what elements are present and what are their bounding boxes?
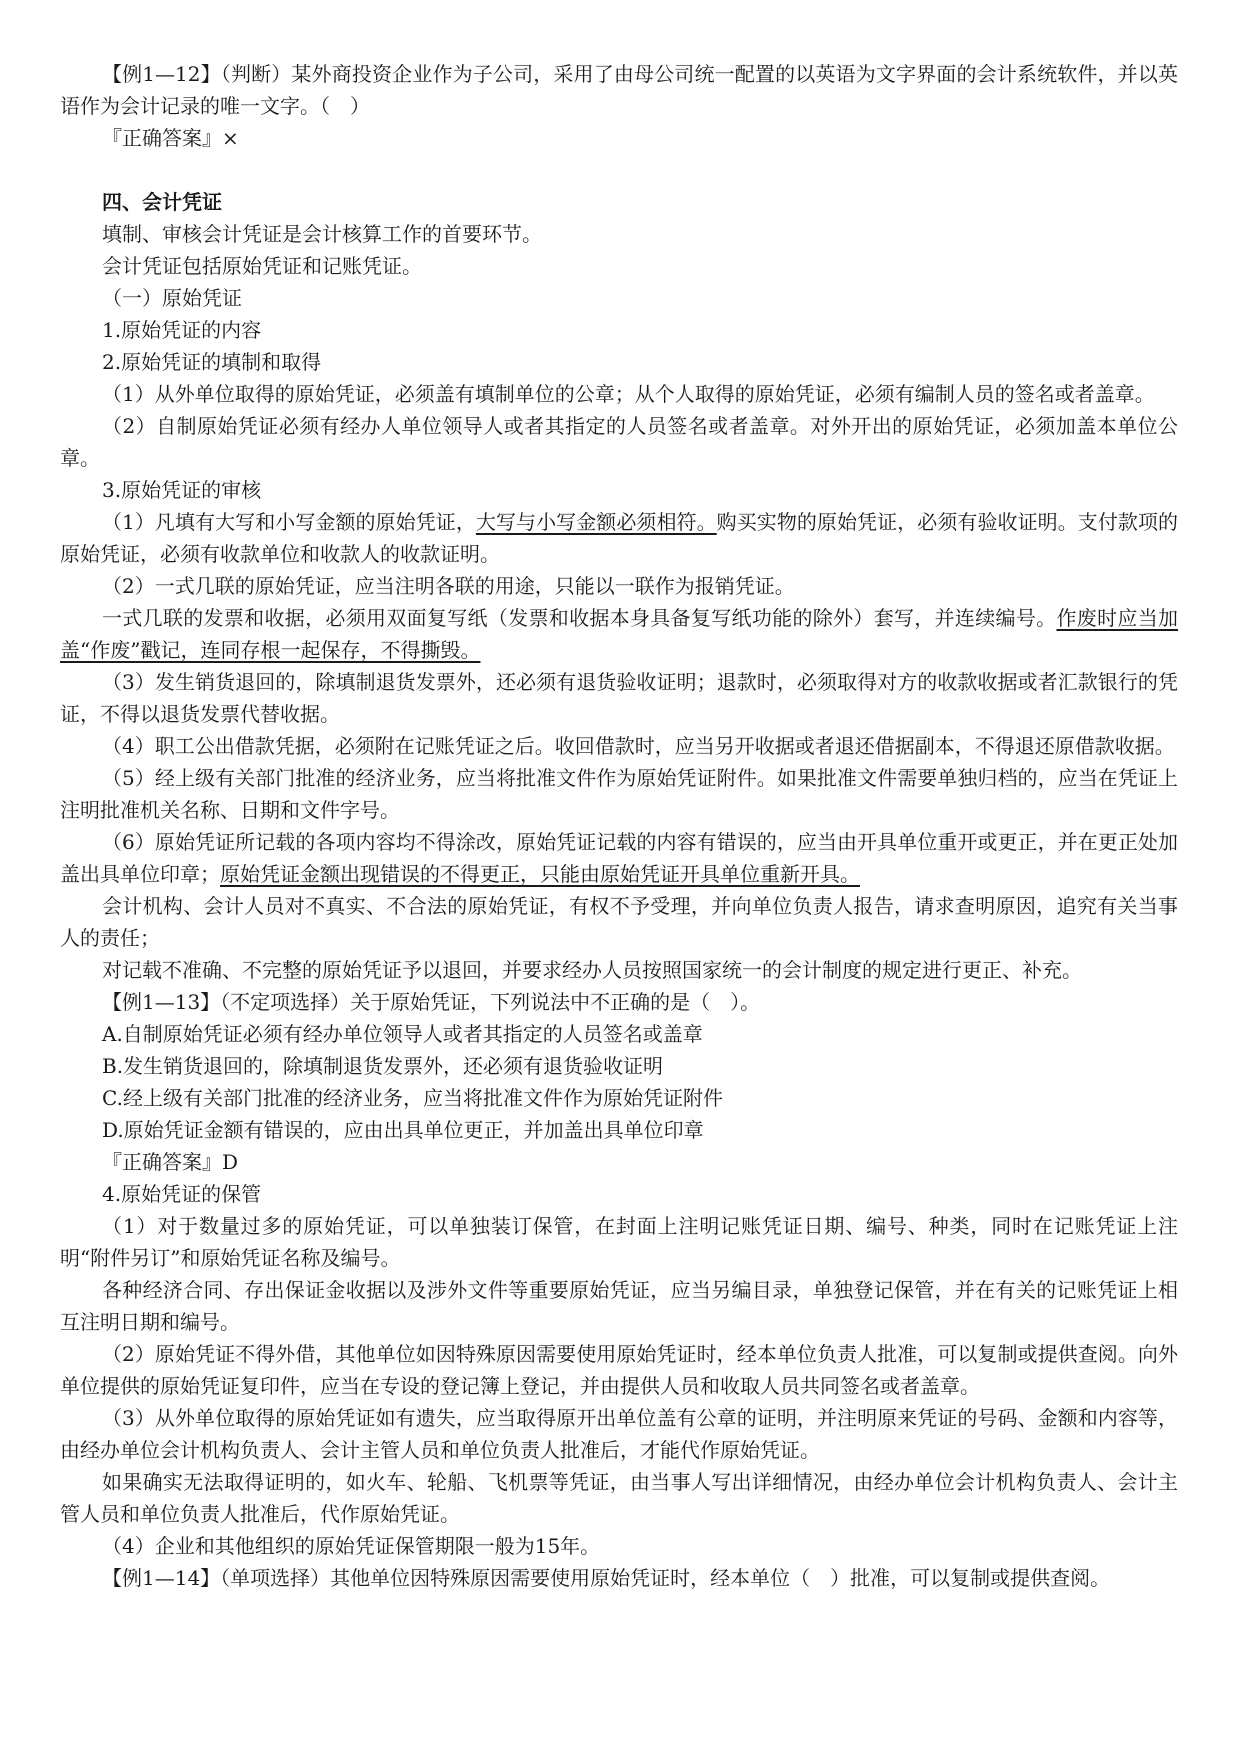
paragraph: （4）企业和其他组织的原始凭证保管期限一般为15年。 [102, 1534, 601, 1558]
example-1-12-answer: 『正确答案』× [102, 126, 239, 150]
option-b: B.发生销货退回的，除填制退货发票外，还必须有退货验收证明 [102, 1054, 664, 1078]
paragraph [60, 506, 1178, 570]
section-title: 四、会计凭证 [102, 190, 222, 214]
text-run: 一式几联的发票和收据，必须用双面复写纸（发票和收据本身具备复写纸功能的除外）套写，并连续编号。 [102, 606, 1057, 630]
paragraph: （5）经上级有关部门批准的经济业务，应当将批准文件作为原始凭证附件。如果批准文件需要单独归档的，应当在凭证上注明批准机关名称、日期和文件字号。 [60, 766, 1178, 822]
item-title: 4.原始凭证的保管 [102, 1182, 262, 1206]
paragraph: （3）从外单位取得的原始凭证如有遗失，应当取得原开出单位盖有公章的证明，并注明原来凭证的号码、金额和内容等，由经办单位会计机构负责人、会计主管人员和单位负责人批准后，才能代作原始凭证。 [60, 1406, 1178, 1462]
text-run: （6）原始凭证所记载的各项内容均不得涂改，原始凭证记载的内容有错误的，应当由开具单位重开或更正，并在更正处加盖出具单位印章； [60, 830, 1178, 886]
paragraph: （3）发生销货退回的，除填制退货发票外，还必须有退货验收证明；退款时，必须取得对方的收款收据或者汇款银行的凭证，不得以退货发票代替收据。 [60, 670, 1178, 726]
item-title: 1.原始凭证的内容 [102, 318, 262, 342]
paragraph [60, 826, 1178, 890]
item-title: 2.原始凭证的填制和取得 [102, 350, 322, 374]
example-1-14-question: 【例1—14】（单项选择）其他单位因特殊原因需要使用原始凭证时，经本单位（ ）批准，可以复制或提供查阅。 [102, 1566, 1111, 1590]
underlined-text: 原始凭证金额出现错误的不得更正，只能由原始凭证开具单位重新开具。 [220, 862, 860, 886]
option-a: A.自制原始凭证必须有经办单位领导人或者其指定的人员签名或盖章 [102, 1022, 703, 1046]
paragraph: （1）从外单位取得的原始凭证，必须盖有填制单位的公章；从个人取得的原始凭证，必须有编制人员的签名或者盖章。 [102, 382, 1155, 406]
example-1-12-question: 【例1—12】（判断）某外商投资企业作为子公司，采用了由母公司统一配置的以英语为文字界面的会计系统软件，并以英语作为会计记录的唯一文字。（ ） [60, 62, 1178, 118]
example-1-13-answer: 『正确答案』D [102, 1150, 239, 1174]
paragraph: （2）原始凭证不得外借，其他单位如因特殊原因需要使用原始凭证时，经本单位负责人批准，可以复制或提供查阅。向外单位提供的原始凭证复印件，应当在专设的登记簿上登记，并由提供人员和收取人员共同签名或者盖章。 [60, 1342, 1178, 1398]
paragraph: 会计凭证包括原始凭证和记账凭证。 [102, 254, 422, 278]
option-d: D.原始凭证金额有错误的，应由出具单位更正，并加盖出具单位印章 [102, 1118, 704, 1142]
paragraph: （4）职工公出借款凭据，必须附在记账凭证之后。收回借款时，应当另开收据或者退还借据副本，不得退还原借款收据。 [102, 734, 1175, 758]
option-c: C.经上级有关部门批准的经济业务，应当将批准文件作为原始凭证附件 [102, 1086, 723, 1110]
paragraph: 填制、审核会计凭证是会计核算工作的首要环节。 [102, 222, 542, 246]
paragraph: （2）自制原始凭证必须有经办人单位领导人或者其指定的人员签名或者盖章。对外开出的原始凭证，必须加盖本单位公章。 [60, 414, 1178, 470]
paragraph: 各种经济合同、存出保证金收据以及涉外文件等重要原始凭证，应当另编目录，单独登记保管，并在有关的记账凭证上相互注明日期和编号。 [60, 1278, 1178, 1334]
example-1-13-question: 【例1—13】（不定项选择）关于原始凭证，下列说法中不正确的是（ ）。 [102, 990, 761, 1014]
paragraph [60, 602, 1178, 666]
underlined-text: 作废时应当加盖“作废”戳记，连同存根一起保存，不得撕毁。 [60, 606, 1179, 662]
item-title: 3.原始凭证的审核 [102, 478, 262, 502]
text-run: （1）凡填有大写和小写金额的原始凭证， [102, 510, 476, 534]
spacer [60, 154, 1178, 186]
underlined-text: 大写与小写金额必须相符。 [475, 510, 717, 534]
paragraph: （2）一式几联的原始凭证，应当注明各联的用途，只能以一联作为报销凭证。 [102, 574, 795, 598]
paragraph: （1）对于数量过多的原始凭证，可以单独装订保管，在封面上注明记账凭证日期、编号、种类，同时在记账凭证上注明“附件另订”和原始凭证名称及编号。 [60, 1214, 1178, 1270]
paragraph: 如果确实无法取得证明的，如火车、轮船、飞机票等凭证，由当事人写出详细情况，由经办单位会计机构负责人、会计主管人员和单位负责人批准后，代作原始凭证。 [60, 1470, 1178, 1526]
paragraph: 对记载不准确、不完整的原始凭证予以退回，并要求经办人员按照国家统一的会计制度的规定进行更正、补充。 [102, 958, 1082, 982]
paragraph: 会计机构、会计人员对不真实、不合法的原始凭证，有权不予受理，并向单位负责人报告，请求查明原因，追究有关当事人的责任； [60, 894, 1178, 950]
subsection-title: （一）原始凭证 [102, 286, 242, 310]
document-page [60, 58, 1178, 1594]
text-run: 购买实物的原始凭证，必须有验收证明。支付款项的原始凭证，必须有收款单位和收款人的收款证明。 [60, 510, 1179, 566]
